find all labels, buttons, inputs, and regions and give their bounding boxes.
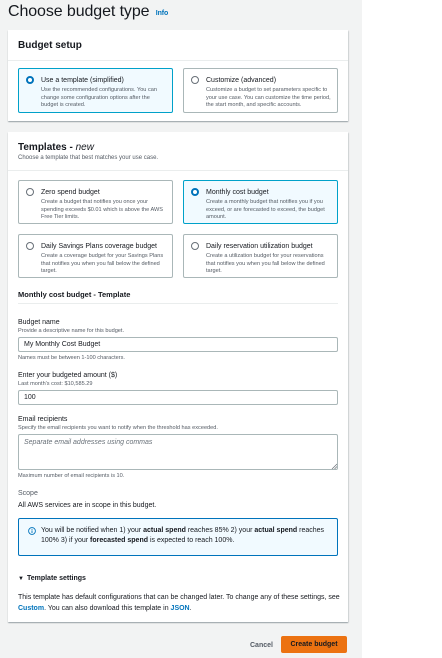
option-title: Use a template (simplified) bbox=[41, 77, 124, 84]
email-label: Email recipients bbox=[18, 416, 68, 423]
alert-text-part: reaches 100% 3) if your bbox=[41, 527, 325, 544]
amount-description: Last month's cost: $10,585.29 bbox=[18, 381, 93, 387]
form-section-title: Monthly cost budget - Template bbox=[18, 290, 131, 299]
option-customize[interactable] bbox=[183, 68, 338, 113]
templates-card bbox=[8, 132, 348, 622]
page-title bbox=[8, 3, 168, 21]
template-savings-plans[interactable] bbox=[18, 234, 173, 278]
templates-title-text: Templates - bbox=[18, 142, 73, 153]
template-description: Create a coverage budget for your Savings Plans that notifies you when you fall below the defined target. bbox=[41, 253, 164, 275]
template-settings-text bbox=[18, 592, 342, 614]
json-link[interactable]: JSON bbox=[170, 605, 190, 612]
cancel-button[interactable]: Cancel bbox=[246, 638, 277, 653]
budget-name-description: Provide a descriptive name for this budget. bbox=[18, 328, 125, 334]
template-settings-part: . You can also download this template in bbox=[44, 605, 171, 612]
option-title: Customize (advanced) bbox=[206, 77, 277, 84]
budget-setup-title: Budget setup bbox=[18, 40, 82, 51]
info-link[interactable]: Info bbox=[155, 10, 169, 17]
create-budget-button[interactable]: Create budget bbox=[281, 636, 347, 653]
radio-savings-plans[interactable] bbox=[26, 242, 34, 250]
template-title: Monthly cost budget bbox=[206, 189, 269, 196]
custom-link[interactable]: Custom bbox=[18, 605, 45, 612]
budget-setup-card bbox=[8, 30, 348, 121]
caret-down-icon: ▼ bbox=[18, 576, 24, 582]
email-hint: Maximum number of email recipients is 10. bbox=[18, 473, 125, 479]
template-description: Create a monthly budget that notifies you if you exceed, or are forecasted to exceed, the budget amount. bbox=[206, 199, 325, 221]
template-settings-part: . bbox=[189, 605, 192, 612]
card-divider bbox=[8, 60, 348, 61]
amount-label: Enter your budgeted amount ($) bbox=[18, 372, 118, 379]
template-description: Create a utilization budget for your reservations that notifies you when you fall below the defined target. bbox=[206, 253, 325, 275]
radio-zero-spend[interactable] bbox=[26, 188, 34, 196]
option-description: Customize a budget to set parameters specific to your use case. You can customize the time period, the start month, and specific accounts. bbox=[206, 87, 331, 109]
option-use-template[interactable] bbox=[18, 68, 173, 113]
resize-handle-icon[interactable] bbox=[331, 463, 337, 469]
alert-text-part: You will be notified when 1) your bbox=[41, 527, 144, 534]
scope-text: All AWS services are in scope in this budget. bbox=[18, 502, 157, 509]
template-reservation-utilization[interactable] bbox=[183, 234, 338, 278]
template-settings-toggle[interactable] bbox=[18, 575, 86, 582]
template-title: Daily reservation utilization budget bbox=[206, 243, 313, 250]
email-description: Specify the email recipients you want to notify when the threshold has exceeded. bbox=[18, 425, 218, 431]
budget-name-hint: Names must be between 1-100 characters. bbox=[18, 355, 125, 361]
template-title: Daily Savings Plans coverage budget bbox=[41, 243, 157, 250]
amount-input[interactable] bbox=[18, 390, 338, 405]
budget-name-input[interactable] bbox=[18, 337, 338, 352]
template-settings-part: This template has default configurations that can be changed later. To change any of these settings, see bbox=[18, 594, 340, 601]
radio-use-template[interactable] bbox=[26, 76, 34, 84]
scope-label: Scope bbox=[18, 490, 38, 497]
alert-emphasis: actual spend bbox=[143, 527, 186, 534]
card-divider bbox=[8, 170, 348, 171]
alert-text-part: reaches 85% 2) your bbox=[185, 527, 255, 534]
template-monthly-cost[interactable] bbox=[183, 180, 338, 224]
radio-customize[interactable] bbox=[191, 76, 199, 84]
email-recipients-textarea[interactable] bbox=[18, 434, 338, 470]
radio-reservation-utilization[interactable] bbox=[191, 242, 199, 250]
radio-monthly-cost[interactable] bbox=[191, 188, 199, 196]
alert-text bbox=[41, 526, 327, 546]
templates-new-tag: new bbox=[75, 142, 94, 153]
alert-text-part: is expected to reach 100%. bbox=[148, 537, 235, 544]
alert-emphasis: actual spend bbox=[254, 527, 298, 534]
template-zero-spend[interactable] bbox=[18, 180, 173, 224]
alert-emphasis: forecasted spend bbox=[90, 537, 148, 544]
section-divider bbox=[18, 303, 338, 304]
option-description: Use the recommended configurations. You can change some configuration options after the budget is created. bbox=[41, 87, 157, 109]
template-settings-label: Template settings bbox=[26, 575, 86, 582]
info-circle-icon bbox=[28, 527, 36, 535]
template-title: Zero spend budget bbox=[41, 189, 100, 196]
info-alert bbox=[18, 518, 338, 556]
page-title-text: Choose budget type bbox=[8, 3, 150, 20]
templates-subtitle: Choose a template that best matches your use case. bbox=[18, 155, 159, 161]
budget-name-label: Budget name bbox=[18, 319, 60, 326]
templates-title bbox=[18, 142, 94, 153]
template-description: Create a budget that notifies you once your spending exceeds $0.01 which is above the AWS Free Tier limits. bbox=[41, 199, 163, 221]
